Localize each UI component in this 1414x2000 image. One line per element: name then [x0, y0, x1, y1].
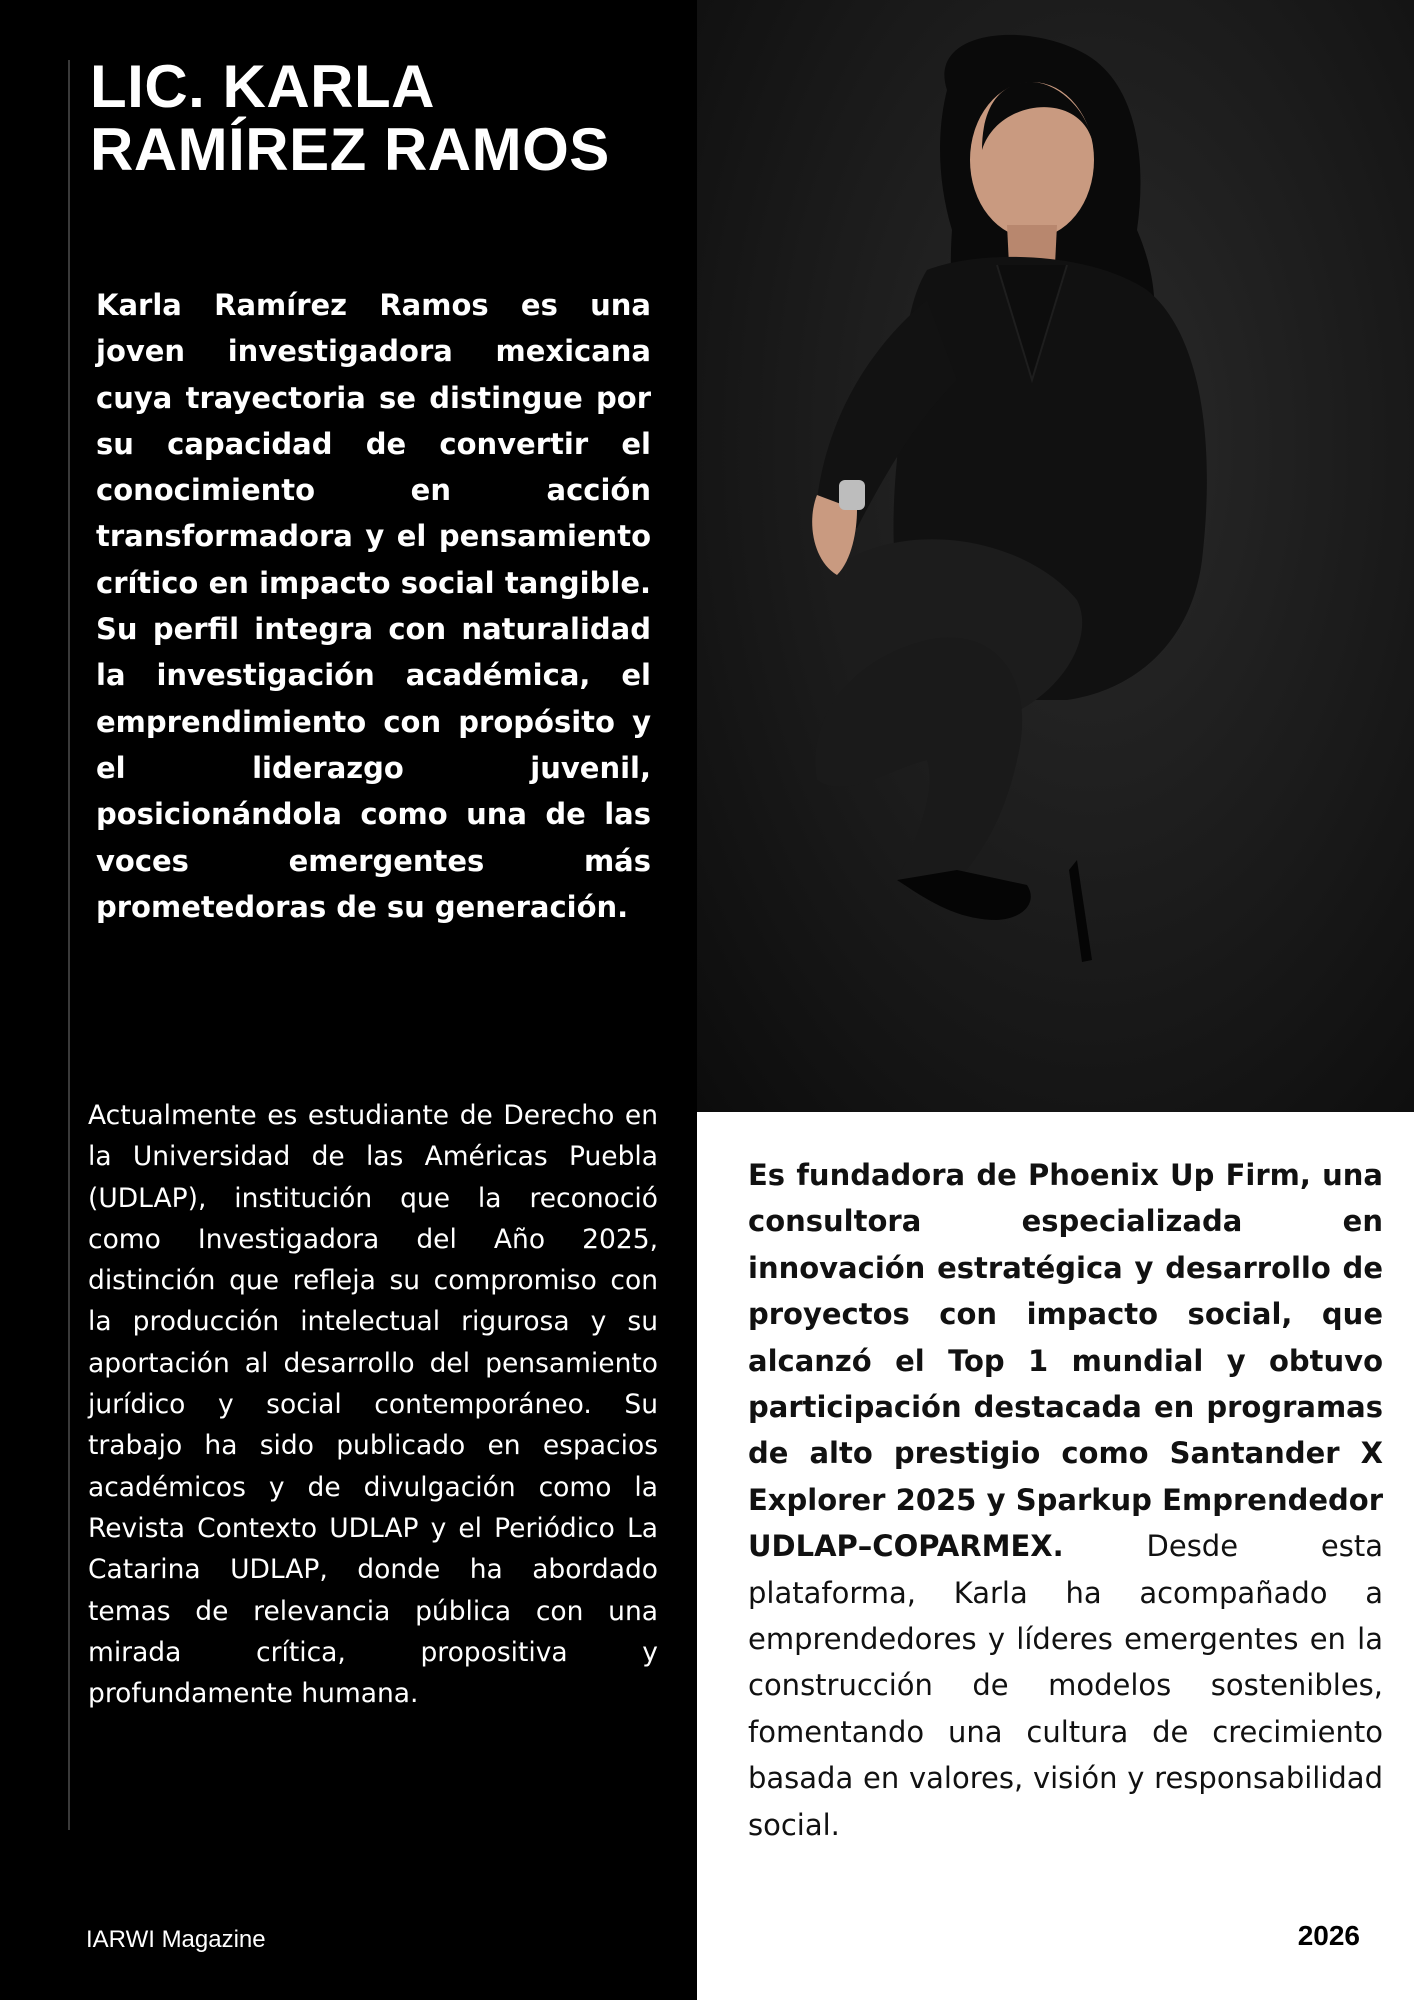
founder-highlight: Es fundadora de Phoenix Up Firm, una consultora especializada en innovación estratégica y desarrollo de proyectos con impacto social, que alcanzó el Top 1 mundial y obtuvo participación destacada en programas de alto prestigio como Santander X Explorer 2025 y Sparkup Emprendedor UDLAP–COPARMEX.: [748, 1158, 1383, 1564]
right-panel: [697, 1112, 1414, 2000]
portrait-photo: [697, 0, 1414, 1112]
vertical-divider: [68, 60, 70, 1830]
study-paragraph: Actualmente es estudiante de Derecho en la Universidad de las Américas Puebla (UDLAP), institución que la reconoció como Investigadora del Año 2025, distinción que refleja su compromiso con la producción intelectual rigurosa y su aportación al desarrollo del pensamiento jurídico y social contemporáneo. Su trabajo ha sido publicado en espacios académicos y de divulgación como la Revista Contexto UDLAP y el Periódico La Catarina UDLAP, donde ha abordado temas de relevancia pública con una mirada crítica, propositiva y profundamente humana.: [88, 1100, 658, 1710]
intro-paragraph: Karla Ramírez Ramos es una joven investigadora mexicana cuya trayectoria se distingue por su capacidad de convertir el conocimiento en acción transformadora y el pensamiento crítico en impacto social tangible. Su perfil integra con naturalidad la investigación académica, el emprendimiento con propósito y el liderazgo juvenil, posicionándola como una de las voces emergentes más prometedoras de su generación.: [96, 288, 651, 924]
left-panel: [0, 0, 697, 2000]
magazine-name: IARWI Magazine: [86, 1926, 266, 1953]
page-title: [90, 55, 690, 181]
title-line-2: RAMÍREZ RAMOS: [90, 116, 610, 183]
founder-paragraph: [748, 1152, 1383, 1848]
issue-year: 2026: [1297, 1920, 1360, 1951]
title-line-1: LIC. KARLA: [90, 53, 435, 120]
founder-continuation: Desde esta plataforma, Karla ha acompañado a emprendedores y líderes emergentes en la construcción de modelos sostenibles, fomentando una cultura de crecimiento basada en valores, visión y responsabilidad social.: [748, 1529, 1383, 1842]
portrait-illustration: [697, 0, 1414, 1112]
